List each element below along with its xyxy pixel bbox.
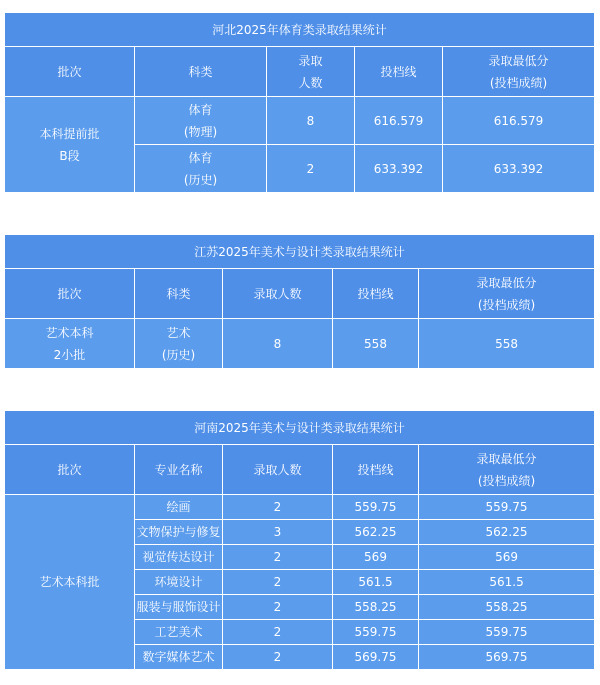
line-cell: 616.579 [355,97,443,145]
count-cell: 2 [267,145,355,193]
table-row [5,495,595,520]
major-cell: 工艺美术 [135,620,223,645]
count-cell: 2 [223,620,333,645]
header-min-score: 录取最低分 (投档成绩) [419,445,595,495]
count-cell: 2 [223,495,333,520]
min-score-cell: 562.25 [419,520,595,545]
header-subject: 科类 [135,47,267,97]
header-batch: 批次 [5,47,135,97]
header-subject: 科类 [135,269,223,319]
major-cell: 文物保护与修复 [135,520,223,545]
min-score-cell: 633.392 [443,145,595,193]
major-cell: 数字媒体艺术 [135,645,223,670]
subject-cell: 体育 (物理) [135,97,267,145]
header-count: 录取人数 [223,269,333,319]
min-score-cell: 569.75 [419,645,595,670]
line-cell: 569.75 [333,645,419,670]
header-line: 投档线 [355,47,443,97]
table-row [5,97,595,145]
header-major: 专业名称 [135,445,223,495]
line-cell: 559.75 [333,495,419,520]
hebei-table-title: 河北2025年体育类录取结果统计 [5,13,595,47]
min-score-cell: 569 [419,545,595,570]
line-cell: 633.392 [355,145,443,193]
header-min-score: 录取最低分 (投档成绩) [443,47,595,97]
major-cell: 绘画 [135,495,223,520]
header-count: 录取 人数 [267,47,355,97]
header-batch: 批次 [5,269,135,319]
count-cell: 2 [223,545,333,570]
line-cell: 558.25 [333,595,419,620]
min-score-cell: 558.25 [419,595,595,620]
major-cell: 视觉传达设计 [135,545,223,570]
major-cell: 服装与服饰设计 [135,595,223,620]
jiangsu-table [4,234,595,369]
count-cell: 2 [223,595,333,620]
count-cell: 2 [223,645,333,670]
hebei-table [4,12,595,193]
count-cell: 8 [223,319,333,369]
min-score-cell: 561.5 [419,570,595,595]
major-cell: 环境设计 [135,570,223,595]
line-cell: 558 [333,319,419,369]
line-cell: 569 [333,545,419,570]
header-line: 投档线 [333,445,419,495]
header-line: 投档线 [333,269,419,319]
subject-cell: 艺术 (历史) [135,319,223,369]
min-score-cell: 558 [419,319,595,369]
count-cell: 8 [267,97,355,145]
header-count: 录取人数 [223,445,333,495]
line-cell: 562.25 [333,520,419,545]
henan-table [4,410,595,670]
min-score-cell: 559.75 [419,495,595,520]
henan-table-title: 河南2025年美术与设计类录取结果统计 [5,411,595,445]
line-cell: 559.75 [333,620,419,645]
table-row [5,319,595,369]
line-cell: 561.5 [333,570,419,595]
batch-cell: 本科提前批 B段 [5,97,135,193]
header-batch: 批次 [5,445,135,495]
min-score-cell: 616.579 [443,97,595,145]
batch-cell: 艺术本科批 [5,495,135,670]
count-cell: 2 [223,570,333,595]
batch-cell: 艺术本科 2小批 [5,319,135,369]
min-score-cell: 559.75 [419,620,595,645]
count-cell: 3 [223,520,333,545]
header-min-score: 录取最低分 (投档成绩) [419,269,595,319]
subject-cell: 体育 (历史) [135,145,267,193]
jiangsu-table-title: 江苏2025年美术与设计类录取结果统计 [5,235,595,269]
